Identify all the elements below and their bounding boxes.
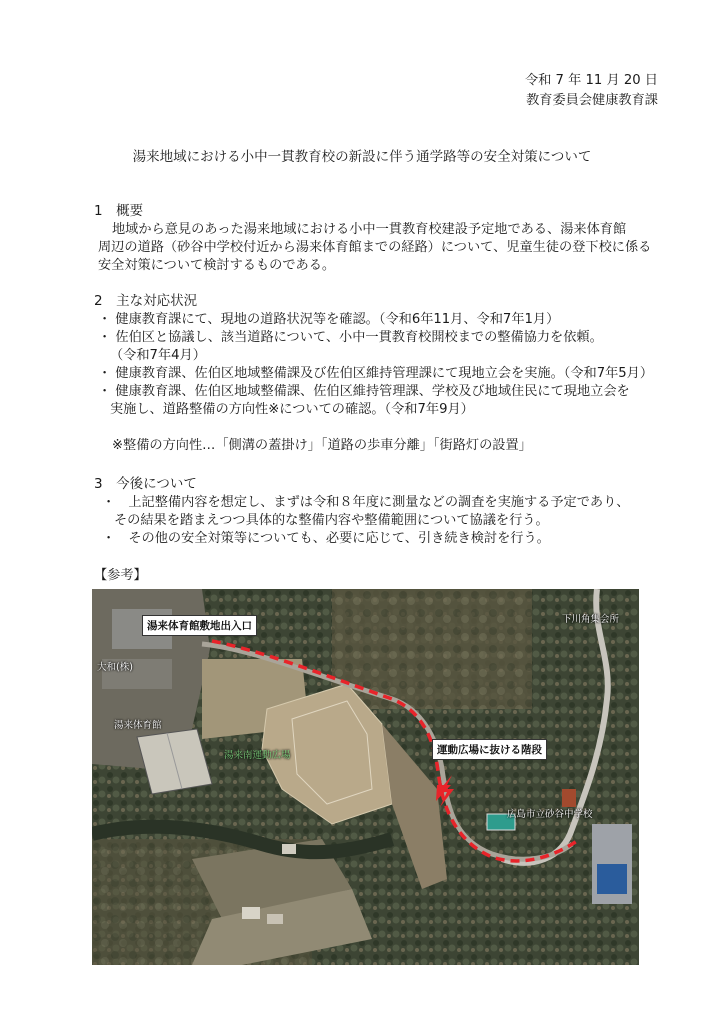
status-item: ・ 佐伯区と協議し、該当道路について、小中一貫教育校開校までの整備協力を依頼。 <box>98 330 603 345</box>
aerial-photo <box>92 589 639 965</box>
entrance-callout: 湯来体育館敷地出入口 <box>142 615 257 636</box>
stairs-callout: 運動広場に抜ける階段 <box>432 739 547 760</box>
reference-heading: 【参考】 <box>94 568 147 583</box>
status-item: ・ 健康教育課、佐伯区地域整備課及び佐伯区維持管理課にて現地立会を実施。（令和7年5月） <box>98 366 654 381</box>
label-shimokawa-hall: 下川角集会所 <box>562 614 620 625</box>
section-heading-future: 3 今後について <box>94 476 197 492</box>
label-junior-high-school: 広島市立砂谷中学校 <box>507 809 593 820</box>
status-item-continuation: 実施し、道路整備の方向性※についての確認。（令和7年9月） <box>110 402 474 417</box>
future-item: ・ その他の安全対策等についても、必要に応じて、引き続き検討を行う。 <box>102 531 550 546</box>
overview-line: 安全対策について検討するものである。 <box>98 258 336 273</box>
future-item: ・ 上記整備内容を想定し、まずは令和８年度に測量などの調査を実施する予定であり、 <box>102 495 630 510</box>
status-footnote: ※整備の方向性…「側溝の蓋掛け」「道路の歩車分離」「街路灯の設置」 <box>112 438 532 453</box>
status-item: ・ 健康教育課にて、現地の道路状況等を確認。（令和6年11月、令和7年1月） <box>98 312 560 327</box>
section-heading-overview: 1 概要 <box>94 203 144 219</box>
status-item: ・ 健康教育課、佐伯区地域整備課、佐伯区維持管理課、学校及び地域住民にて現地立会を <box>98 384 630 399</box>
overview-line: 周辺の道路（砂谷中学校付近から湯来体育館までの経路）について、児童生徒の登下校に係る <box>98 240 652 255</box>
label-sports-field: 湯来南運動広場 <box>224 750 291 761</box>
issuing-department: 教育委員会健康教育課 <box>526 93 658 108</box>
document-title: 湯来地域における小中一貫教育校の新設に伴う通学路等の安全対策について <box>132 149 592 165</box>
future-item-continuation: その結果を踏まえつつ具体的な整備内容や整備範囲について協議を行う。 <box>114 513 549 528</box>
status-item-continuation: （令和7年4月） <box>110 348 206 363</box>
label-daiwa: 大和(株) <box>97 662 133 673</box>
label-gymnasium: 湯来体育館 <box>114 720 162 731</box>
overview-line: 地域から意見のあった湯来地域における小中一貫教育校建設予定地である、湯来体育館 <box>112 222 627 237</box>
section-heading-status: 2 主な対応状況 <box>94 293 198 309</box>
document-date: 令和 7 年 11 月 20 日 <box>524 73 658 88</box>
aerial-map <box>92 589 639 965</box>
